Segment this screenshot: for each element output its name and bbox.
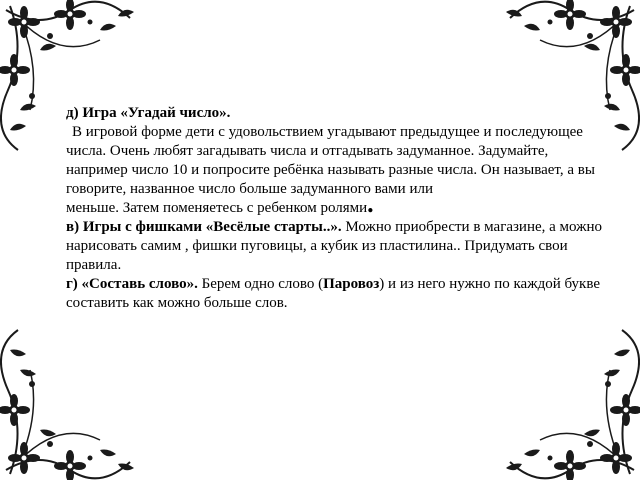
floral-corner-bottom-right: [506, 330, 640, 480]
section-g-text-2: ) и из него нужно по каждой букве составить как можно больше слов.: [66, 276, 600, 311]
section-v-text: Можно приобрести в магазине, а можно нарисовать самим , фишки пуговицы, а кубик из пластилина.. Придумать свои правила.: [66, 219, 603, 273]
section-v-heading: в) Игры с фишками «Весёлые старты..».: [66, 219, 342, 235]
section-d-end-mark: .: [367, 189, 374, 218]
section-d-text: В игровой форме дети с удовольствием угадывают предыдущее и последующее числа. Очень любят загадывать числа и отгадывать задуманное. Задумайте, например число 10 и попросите ребёнка называть разные числа. Он называет, а вы говорите, названное число больше задуманного вами или: [66, 124, 595, 197]
document-body: [66, 104, 611, 313]
section-d-heading: д) Игра «Угадай число».: [66, 105, 231, 121]
section-g: [66, 275, 611, 313]
section-d-text-end: меньше. Затем поменяетесь с ребенком ролями: [66, 200, 368, 216]
section-g-heading: г) «Составь слово».: [66, 276, 198, 292]
section-g-word: Паровоз: [323, 276, 380, 292]
section-v: [66, 218, 611, 275]
section-g-text-1: Берем одно слово (: [197, 276, 324, 292]
section-d: [66, 104, 611, 199]
floral-corner-bottom-left: [0, 330, 134, 480]
section-d-continuation: [66, 189, 611, 218]
